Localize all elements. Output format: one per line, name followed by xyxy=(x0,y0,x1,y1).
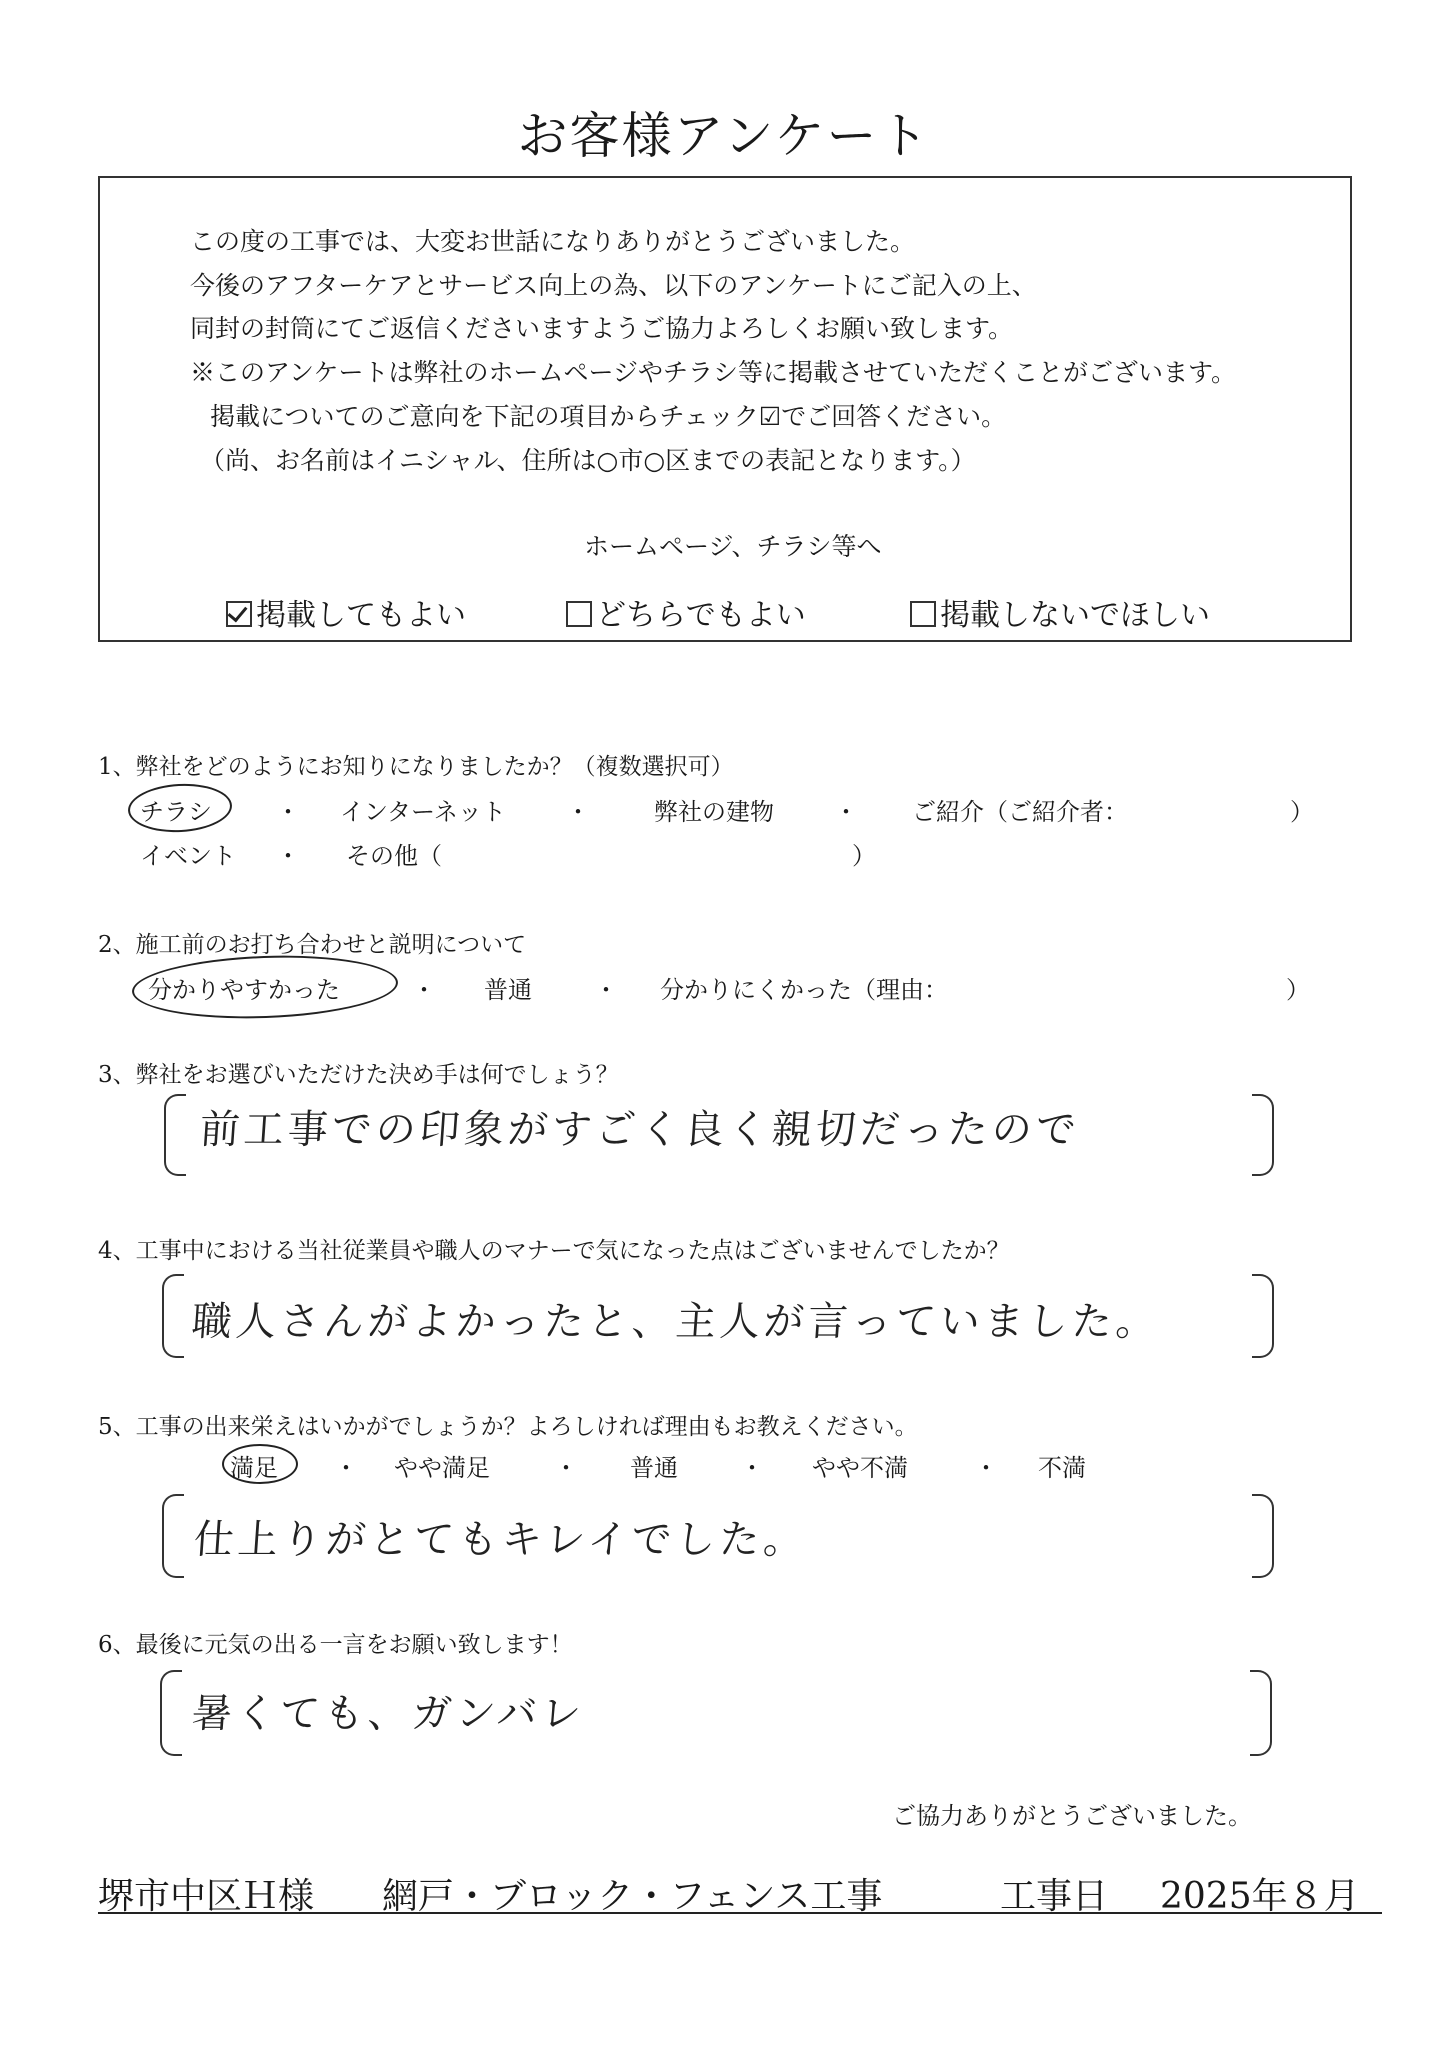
q5-choice-dissatisfied[interactable]: 不満 xyxy=(1038,1454,1086,1482)
intro-line-1: この度の工事では、大変お世話になりありがとうございました。 xyxy=(190,227,916,256)
dot: ・ xyxy=(554,1454,578,1482)
publish-option-deny-label: 掲載しないでほしい xyxy=(940,598,1210,633)
publish-option-either[interactable] xyxy=(566,590,806,634)
q5-answer: 仕上りがとてもキレイでした。 xyxy=(192,1517,809,1563)
q6-answer: 暑くても、ガンバレ xyxy=(190,1691,587,1737)
q4-answer: 職人さんがよかったと、主人が言っていました。 xyxy=(190,1299,1162,1345)
intro-line-6: （尚、お名前はイニシャル、住所は○市○区までの表記となります。） xyxy=(200,446,976,475)
answer-bracket-left xyxy=(162,1274,184,1358)
answer-bracket-left xyxy=(162,1494,184,1578)
q5-choice-somewhat-satisfied[interactable]: やや満足 xyxy=(394,1454,490,1482)
dot: ・ xyxy=(740,1454,764,1482)
q2-title: 2、施工前のお打ち合わせと説明について xyxy=(98,932,527,958)
page-title: お客様アンケート xyxy=(517,107,931,165)
publish-option-either-label: どちらでもよい xyxy=(596,598,806,633)
dot: ・ xyxy=(412,976,436,1004)
footer-work: 網戸・ブロック・フェンス工事 xyxy=(382,1876,883,1917)
q2-choice-normal[interactable]: 普通 xyxy=(484,976,532,1004)
thanks-text: ご協力ありがとうございました。 xyxy=(892,1802,1252,1830)
intro-line-5: 掲載についてのご意向を下記の項目からチェック☑でご回答ください。 xyxy=(210,402,1007,431)
footer-date-label: 工事日 xyxy=(1000,1876,1109,1917)
answer-bracket-right xyxy=(1252,1094,1274,1176)
q1-choice-flyer[interactable]: チラシ xyxy=(140,798,212,826)
answer-bracket-right xyxy=(1252,1274,1274,1358)
answer-bracket-left xyxy=(160,1670,182,1756)
q4-title: 4、工事中における当社従業員や職人のマナーで気になった点はございませんでしたか？ xyxy=(98,1238,1010,1264)
answer-bracket-left xyxy=(164,1094,186,1176)
answer-bracket-right xyxy=(1250,1670,1272,1756)
footer-customer: 堺市中区Ｈ様 xyxy=(98,1876,315,1917)
footer-underline xyxy=(98,1912,1382,1914)
publish-option-allow[interactable] xyxy=(226,590,466,634)
dot: ・ xyxy=(276,842,300,870)
q1-choice-building[interactable]: 弊社の建物 xyxy=(654,798,774,826)
q1-choice-internet[interactable]: インターネット xyxy=(340,798,506,826)
q1-other-close-paren: ） xyxy=(852,842,876,870)
q1-title: 1、弊社をどのようにお知りになりましたか？（複数選択可） xyxy=(98,754,734,780)
dot: ・ xyxy=(276,798,300,826)
q1-choice-event[interactable]: イベント xyxy=(140,842,236,870)
dot: ・ xyxy=(974,1454,998,1482)
publish-option-deny[interactable] xyxy=(910,590,1210,634)
q5-choice-somewhat-dissatisfied[interactable]: やや不満 xyxy=(812,1454,908,1482)
q6-title: 6、最後に元気の出る一言をお願い致します！ xyxy=(98,1632,573,1658)
footer-date: 2025年８月 xyxy=(1160,1876,1360,1917)
q5-title: 5、工事の出来栄えはいかがでしょうか？よろしければ理由もお教えください。 xyxy=(98,1414,918,1440)
publish-option-allow-label: 掲載してもよい xyxy=(256,598,466,633)
intro-line-3: 同封の封筒にてご返信くださいますようご協力よろしくお願い致します。 xyxy=(190,314,1014,343)
checkbox-icon[interactable] xyxy=(566,601,592,627)
dot: ・ xyxy=(334,1454,358,1482)
q1-choice-referral[interactable]: ご紹介（ご紹介者： xyxy=(912,798,1128,826)
intro-line-2: 今後のアフターケアとサービス向上の為、以下のアンケートにご記入の上、 xyxy=(190,271,1037,300)
publish-heading: ホームページ、チラシ等へ xyxy=(584,532,882,561)
q2-choice-unclear[interactable]: 分かりにくかった（理由： xyxy=(660,976,948,1004)
q1-choice-other[interactable]: その他（ xyxy=(346,842,442,870)
answer-bracket-right xyxy=(1252,1494,1274,1578)
dot: ・ xyxy=(566,798,590,826)
q2-choice-clear[interactable]: 分かりやすかった xyxy=(148,976,340,1004)
dot: ・ xyxy=(594,976,618,1004)
checkbox-checked-icon[interactable] xyxy=(226,601,252,627)
q5-choice-satisfied[interactable]: 満足 xyxy=(230,1454,278,1482)
q5-choice-normal[interactable]: 普通 xyxy=(630,1454,678,1482)
q1-close-paren: ） xyxy=(1290,798,1314,826)
q3-answer: 前工事での印象がすごく良く親切だったので xyxy=(198,1107,1082,1153)
q3-title: 3、弊社をお選びいただけた決め手は何でしょう？ xyxy=(98,1062,619,1088)
q2-close-paren: ） xyxy=(1286,976,1310,1004)
intro-line-4: ※このアンケートは弊社のホームページやチラシ等に掲載させていただくことがございます。 xyxy=(190,358,1237,387)
checkbox-icon[interactable] xyxy=(910,601,936,627)
dot: ・ xyxy=(834,798,858,826)
